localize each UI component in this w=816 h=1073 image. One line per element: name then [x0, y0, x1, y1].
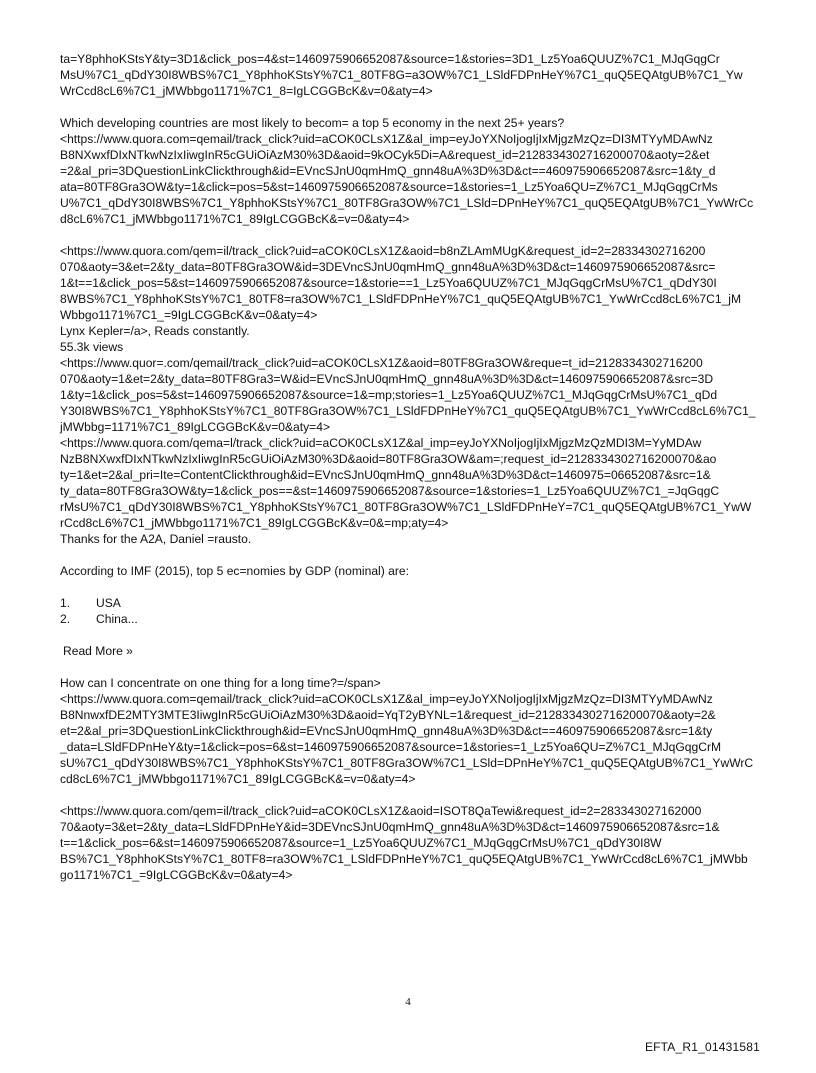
text-line: 1&ty=1&click_pos=5&st=1460975906652087&source=1&=mp;stories=1_Lz5Yoa6QUUZ%7C1_MJqGqgCrMsU%7C1_qDd — [60, 388, 718, 402]
paragraph-gap — [60, 99, 776, 115]
text-line: <https://www.quora.com=qemail/track_click?uid=aCOK0CLsX1Z&al_imp=eyJoYXNoIjogIjIxMjgzMzQz=DI3MTYyMDAwNz — [60, 692, 713, 706]
text-line: BS%7C1_Y8phhoKStsY%7C1_80TF8=ra3OW%7C1_LSldFDPnHeY%7C1_quQ5EQAtgUB%7C1_YwWrCcd8cL6%7C1_jMWbb — [60, 852, 748, 866]
paragraph — [60, 675, 776, 787]
text-line: t==1&click_pos=6&st=1460975906652087&source=1_Lz5Yoa6QUUZ%7C1_MJqGqgCrMsU%7C1_qDdY30I8W — [60, 836, 662, 850]
text-line: jMWbbg=1171%7C1_89IgLCGGBcK&v=0&aty=4> — [60, 420, 331, 434]
paragraph-gap — [60, 659, 776, 675]
text-line: According to IMF (2015), top 5 ec=nomies by GDP (nominal) are: — [60, 564, 409, 578]
text-line: rMsU%7C1_qDdY30I8WBS%7C1_Y8phhoKStsY%7C1_80TF8Gra3OW%7C1_LSldFDPnHeY=7C1_quQ5EQAtgUB%7C1_YwW — [60, 500, 752, 514]
text-line: 070&aoty=3&et=2&ty_data=80TF8Gra3OW&id=3DEVncSJnU0qmHmQ_gnn48uA%3D%3D&ct=1460975906652087&src= — [60, 260, 716, 274]
text-line: et=2&al_pri=3DQuestionLinkClickthrough&id=EVncSJnU0qmHmQ_gnn48uA%3D%3D&ct==460975906652087&src=1&ty — [60, 724, 713, 738]
text-line: =2&al_pri=3DQuestionLinkClickthrough&id=EVncSJnU0qmHmQ_gnn48uA%3D%3D&ct==460975906652087&src=1&ty_d — [60, 164, 716, 178]
text-line: How can I concentrate on one thing for a long time?=/span> — [60, 676, 381, 690]
text-line: Which developing countries are most likely to becom= a top 5 economy in the next 25+ years? — [60, 116, 565, 130]
text-line: <https://www.quor=.com/qemail/track_click?uid=aCOK0CLsX1Z&aoid=80TF8Gra3OW&reque=t_id=2128334302716200 — [60, 356, 703, 370]
paragraph — [60, 803, 776, 883]
paragraph-gap — [60, 579, 776, 595]
read-more-link[interactable]: Read More » — [63, 644, 133, 658]
text-line: U%7C1_qDdY30I8WBS%7C1_Y8phhoKStsY%7C1_80TF8Gra3OW%7C1_LSld=DPnHeY%7C1_quQ5EQAtgUB%7C1_YwWrCc — [60, 196, 754, 210]
paragraph — [60, 115, 776, 227]
list-number: 2. — [60, 612, 71, 626]
text-line: ty=1&et=2&al_pri=Ite=ContentClickthrough&id=EVncSJnU0qmHmQ_gnn48uA%3D%3D&ct=1460975=06652087&src=1& — [60, 468, 711, 482]
text-line: <https://www.quora.com/qem=il/track_click?uid=aCOK0CLsX1Z&aoid=b8nZLAmMUgK&request_id=2=28334302716200 — [60, 244, 706, 258]
text-line: 1&t==1&click_pos=5&st=1460975906652087&source=1&storie==1_Lz5Yoa6QUUZ%7C1_MJqGqgCrMsU%7C1_qDdY30I — [60, 276, 717, 290]
text-line: B8NnwxfDE2MTY3MTE3IiwgInR5cGUiOiAzM30%3D&aoid=YqT2yBYNL=1&request_id=2128334302716200070&aoty=2& — [60, 708, 716, 722]
text-line: 70&aoty=3&et=2&ty_data=LSldFDPnHeY&id=3DEVncSJnU0qmHmQ_gnn48uA%3D%3D&ct=1460975906652087&src=1& — [60, 820, 720, 834]
paragraph-gap — [60, 787, 776, 803]
text-line: <https://www.quora.com=qemail/track_click?uid=aCOK0CLsX1Z&al_imp=eyJoYXNoIjogIjIxMjgzMzQz=DI3MTYyMDAwNz — [60, 132, 713, 146]
text-line: _data=LSldFDPnHeY&ty=1&click=pos=6&st=1460975906652087&source=1&stories=1_Lz5Yoa6QU=Z%7C1_MJqGqgCrM — [60, 740, 722, 754]
list-text: China... — [96, 612, 138, 626]
text-line: B8NXwxfDIxNTkwNzIxIiwgInR5cGUiOiAzM30%3D&aoid=9kOCyk5Di=A&request_id=2128334302716200070&aoty=2&et — [60, 148, 710, 162]
document-body — [60, 51, 776, 883]
text-line: <https://www.quora.com/qem=il/track_click?uid=aCOK0CLsX1Z&aoid=ISOT8QaTewi&request_id=2=283343027162000 — [60, 804, 702, 818]
paragraph — [60, 51, 776, 99]
paragraph-gap — [60, 547, 776, 563]
text-line: ta=Y8phhoKStsY&ty=3D1&click_pos=4&st=1460975906652087&source=1&stories=3D1_Lz5Yoa6QUUZ%7C1_MJqGqgCr — [60, 52, 720, 66]
text-line: cd8cL6%7C1_jMWbbgo1171%7C1_89IgLCGGBcK&=v=0&aty=4> — [60, 772, 416, 786]
text-line: Thanks for the A2A, Daniel =rausto. — [60, 532, 252, 546]
list-number: 1. — [60, 596, 71, 610]
paragraph — [60, 243, 776, 547]
text-line: 070&aoty=1&et=2&ty_data=80TF8Gra3=W&id=EVncSJnU0qmHmQ_gnn48uA%3D%3D&ct=1460975906652087&src=3D — [60, 372, 714, 386]
text-line: ty_data=80TF8Gra3OW&ty=1&click_pos==&st=1460975906652087&source=1&stories=1_Lz5Yoa6QUUZ%7C1_=JqGqgC — [60, 484, 720, 498]
list-text: USA — [96, 596, 121, 610]
text-line: MsU%7C1_qDdY30I8WBS%7C1_Y8phhoKStsY%7C1_80TF8G=a3OW%7C1_LSldFDPnHeY%7C1_quQ5EQAtgUB%7C1_Yw — [60, 68, 743, 82]
text-line: rCcd8cL6%7C1_jMWbbgo1171%7C1_89IgLCGGBcK&v=0&=mp;aty=4> — [60, 516, 449, 530]
list-item — [60, 595, 776, 611]
text-line: d8cL6%7C1_jMWbbgo1171%7C1_89IgLCGGBcK&=v=0&aty=4> — [60, 212, 410, 226]
text-line: Lynx Kepler=/a>, Reads constantly. — [60, 324, 250, 338]
text-line: 8WBS%7C1_Y8phhoKStsY%7C1_80TF8=ra3OW%7C1_LSldFDPnHeY%7C1_quQ5EQAtgUB%7C1_YwWrCcd8cL6%7C1_jM — [60, 292, 742, 306]
bates-number: EFTA_R1_01431581 — [644, 1040, 760, 1054]
text-line: WrCcd8cL6%7C1_jMWbbgo1171%7C1_8=IgLCGGBcK&v=0&aty=4> — [60, 84, 433, 98]
list-item — [60, 611, 776, 627]
text-line: go1171%7C1_=9IgLCGGBcK&v=0&aty=4> — [60, 868, 293, 882]
text-line: Y30I8WBS%7C1_Y8phhoKStsY%7C1_80TF8Gra3OW%7C1_LSldFDPnHeY%7C1_quQ5EQAtgUB%7C1_YwWrCcd8cL6%7C1_ — [60, 404, 756, 418]
paragraph — [60, 563, 776, 579]
paragraph-gap — [60, 627, 776, 643]
text-line: <https://www.quora.com/qema=l/track_click?uid=aCOK0CLsX1Z&al_imp=eyJoYXNoIjogIjIxMjgzMzQzMDI3M=YyMDAw — [60, 436, 702, 450]
page-number: 4 — [405, 996, 411, 1008]
text-line: Wbbgo1171%7C1_=9IgLCGGBcK&v=0&aty=4> — [60, 308, 318, 322]
paragraph-gap — [60, 227, 776, 243]
text-line: sU%7C1_qDdY30I8WBS%7C1_Y8phhoKStsY%7C1_80TF8Gra3OW%7C1_LSld=DPnHeY%7C1_quQ5EQAtgUB%7C1_YwWrC — [60, 756, 754, 770]
text-line: ata=80TF8Gra3OW&ty=1&click=pos=5&st=1460975906652087&source=1&stories=1_Lz5Yoa6QU=Z%7C1_MJqGqgCrMs — [60, 180, 718, 194]
text-line: NzB8NXwxfDIxNTkwNzIxIiwgInR5cGUiOiAzM30%3D&aoid=80TF8Gra3OW&am=;request_id=2128334302716200070&ao — [60, 452, 717, 466]
text-line: 55.3k views — [60, 340, 124, 354]
